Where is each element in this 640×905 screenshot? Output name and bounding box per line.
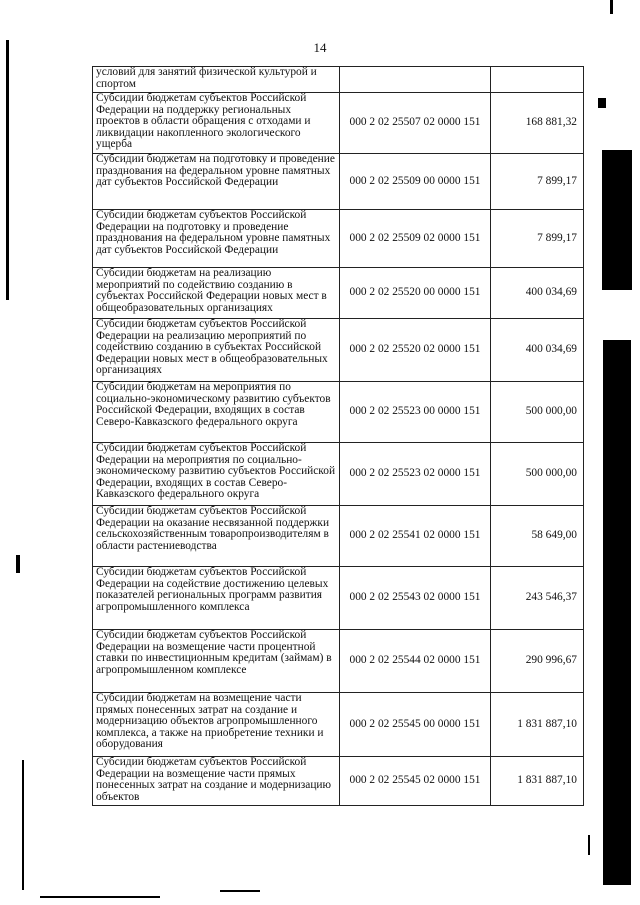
row-description: Субсидии бюджетам субъектов Российской Федерации на оказание несвязанной поддержки сельскохозяйственным товаропроизводителям в области растениеводства: [93, 506, 340, 567]
page-number: 14: [313, 40, 327, 55]
scan-edge-right-long: [603, 340, 631, 885]
table-row: [93, 693, 584, 757]
scan-bottom-line-1: [40, 896, 160, 898]
row-budget-code: 000 2 02 25520 00 0000 151: [340, 268, 491, 319]
row-description: Субсидии бюджетам субъектов Российской Федерации на содействие достижению целевых показателей региональных программ развития агропромышленного комплекса: [93, 567, 340, 630]
row-budget-code: 000 2 02 25543 02 0000 151: [340, 567, 491, 630]
table-row: [93, 757, 584, 806]
table-row: [93, 93, 584, 154]
table-row: [93, 210, 584, 268]
row-amount: 1 831 887,10: [491, 693, 584, 757]
row-budget-code: 000 2 02 25509 00 0000 151: [340, 154, 491, 210]
row-description: Субсидии бюджетам субъектов Российской Федерации на реализацию мероприятий по содействию созданию в субъектах Российской Федерации новых мест в общеобразовательных организациях: [93, 319, 340, 382]
row-description: Субсидии бюджетам субъектов Российской Федерации на возмещение части процентной ставки по инвестиционным кредитам (займам) в агропромышленном комплексе: [93, 630, 340, 693]
budget-table: [92, 66, 584, 806]
table-row: [93, 67, 584, 93]
row-amount: 1 831 887,10: [491, 757, 584, 806]
table-row: [93, 506, 584, 567]
scan-edge-right-mark: [598, 98, 606, 108]
table-row: [93, 567, 584, 630]
row-amount: 500 000,00: [491, 443, 584, 506]
row-budget-code: 000 2 02 25544 02 0000 151: [340, 630, 491, 693]
scan-edge-left-bottom: [22, 760, 24, 890]
row-description: Субсидии бюджетам на подготовку и проведение празднования на федеральном уровне памятных дат субъектов Российской Федерации: [93, 154, 340, 210]
row-budget-code: 000 2 02 25545 02 0000 151: [340, 757, 491, 806]
row-budget-code: 000 2 02 25523 02 0000 151: [340, 443, 491, 506]
table-row: [93, 319, 584, 382]
row-budget-code: 000 2 02 25509 02 0000 151: [340, 210, 491, 268]
row-description: Субсидии бюджетам на возмещение части прямых понесенных затрат на создание и модернизацию объектов агропромышленного комплекса, а также на приобретение техники и оборудования: [93, 693, 340, 757]
row-amount: 7 899,17: [491, 210, 584, 268]
row-amount: 400 034,69: [491, 319, 584, 382]
row-amount: 168 881,32: [491, 93, 584, 154]
row-budget-code: [340, 67, 491, 93]
row-description: Субсидии бюджетам субъектов Российской Федерации на подготовку и проведение празднования на федеральном уровне памятных дат субъектов Российской Федерации: [93, 210, 340, 268]
row-budget-code: 000 2 02 25541 02 0000 151: [340, 506, 491, 567]
row-description: Субсидии бюджетам на реализацию мероприятий по содействию созданию в субъектах Российской Федерации новых мест в общеобразовательных организациях: [93, 268, 340, 319]
row-description: Субсидии бюджетам субъектов Российской Федерации на мероприятия по социально-экономическому развитию субъектов Российской Федерации, входящих в состав Северо-Кавказского федерального округа: [93, 443, 340, 506]
row-budget-code: 000 2 02 25523 00 0000 151: [340, 382, 491, 443]
row-description: Субсидии бюджетам субъектов Российской Федерации на поддержку региональных проектов в области обращения с отходами и ликвидации накопленного экологического ущерба: [93, 93, 340, 154]
scan-edge-left-mark: [16, 555, 20, 573]
row-budget-code: 000 2 02 25520 02 0000 151: [340, 319, 491, 382]
table-row: [93, 382, 584, 443]
row-amount: 58 649,00: [491, 506, 584, 567]
scan-edge-left-top: [6, 40, 9, 300]
budget-table-body: [93, 67, 584, 806]
scan-edge-right-tick: [588, 835, 590, 855]
row-amount: 243 546,37: [491, 567, 584, 630]
row-description: Субсидии бюджетам на мероприятия по социально-экономическому развитию субъектов Российской Федерации, входящих в состав Северо-Кавказского федерального округа: [93, 382, 340, 443]
scan-edge-right-top: [610, 0, 613, 14]
row-amount: 290 996,67: [491, 630, 584, 693]
scan-edge-right-bar: [602, 150, 632, 290]
row-budget-code: 000 2 02 25507 02 0000 151: [340, 93, 491, 154]
row-budget-code: 000 2 02 25545 00 0000 151: [340, 693, 491, 757]
row-amount: 400 034,69: [491, 268, 584, 319]
table-row: [93, 443, 584, 506]
row-amount: [491, 67, 584, 93]
row-description: условий для занятий физической культурой и спортом: [93, 67, 340, 93]
row-amount: 500 000,00: [491, 382, 584, 443]
scan-bottom-line-2: [220, 890, 260, 892]
table-row: [93, 630, 584, 693]
table-row: [93, 268, 584, 319]
table-row: [93, 154, 584, 210]
row-amount: 7 899,17: [491, 154, 584, 210]
row-description: Субсидии бюджетам субъектов Российской Федерации на возмещение части прямых понесенных затрат на создание и модернизацию объектов: [93, 757, 340, 806]
